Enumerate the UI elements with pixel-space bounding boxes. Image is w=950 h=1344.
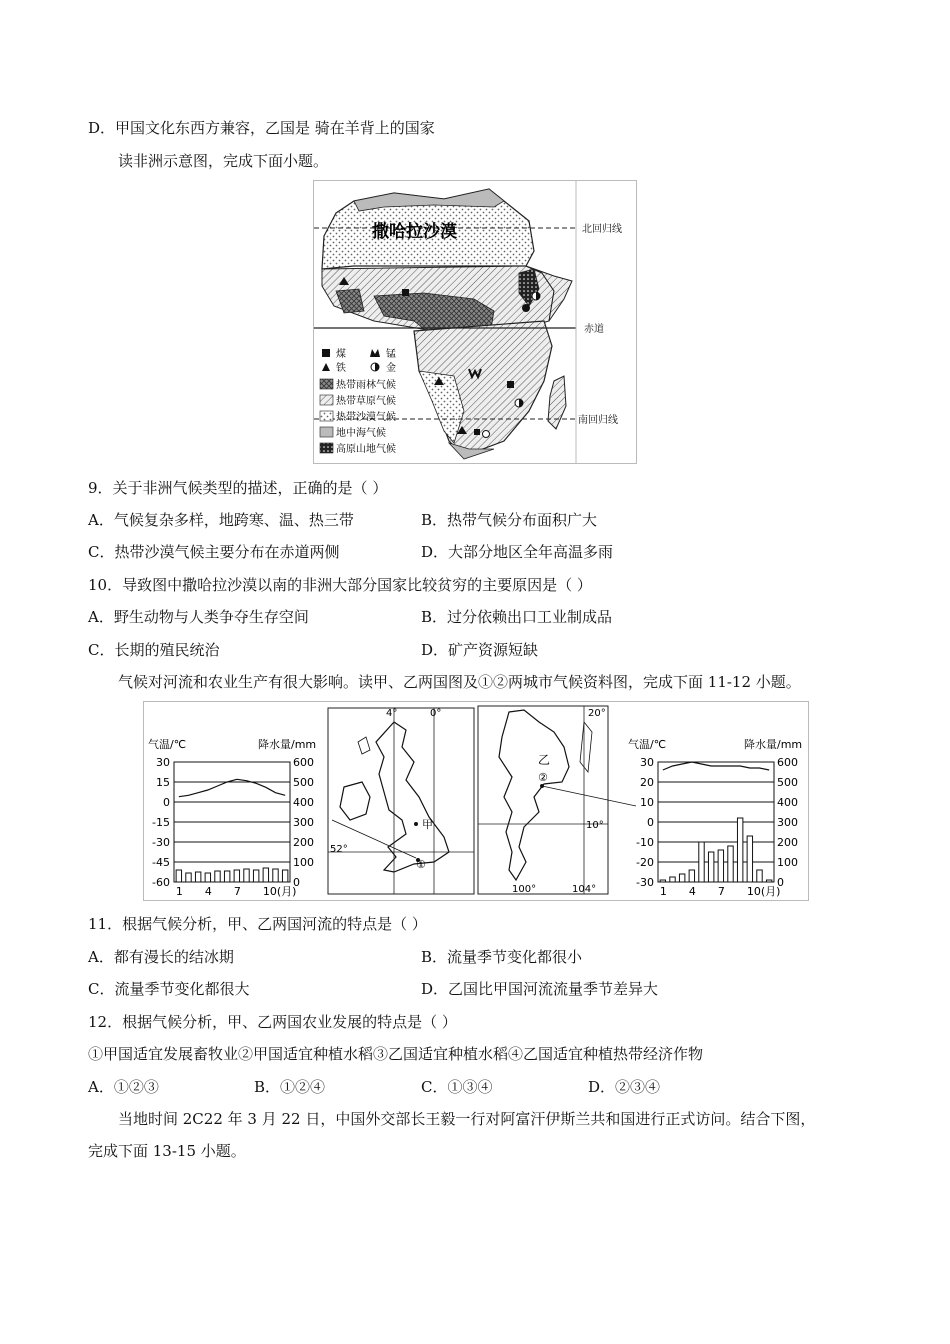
temp-tick-label: 20 [640,776,654,789]
svg-text:铁: 铁 [336,363,346,374]
precip-bar [737,818,742,882]
precip-bar [757,870,762,882]
climate-intro: 气候对河流和农业生产有很大影响。读甲、乙两国图及①②两城市气候资料图，完成下面 11-12 小题。 [118,673,801,691]
temp-tick-label: -30 [636,876,654,889]
q10-option-a: A．野生动物与人类争夺生存空间 [88,608,309,626]
svg-text:热带草原气候: 热带草原气候 [336,396,396,407]
precip-bar [282,870,287,882]
tropic-capricorn-label: 南回归线 [578,415,618,426]
chart-city-1 [152,756,314,898]
precip-bar [718,850,723,882]
precip-bar [195,872,200,882]
afghan-intro-1: 当地时间 2C22 年 3 月 22 日，中国外交部长王毅一行对阿富汗伊斯兰共和国进行正式访问。结合下图， [118,1110,816,1128]
q12-option-a: A．①②③ [88,1078,159,1096]
q10-option-c: C．长期的殖民统治 [88,641,220,659]
q11-option-b: B．流量季节变化都很小 [421,948,583,966]
x-tick-label: 1 [175,885,183,898]
temp-tick-label: 0 [647,816,654,829]
precip-tick-label: 100 [293,856,314,869]
precip-bar [766,880,771,882]
tropic-cancer-label: 北回归线 [582,224,622,235]
precip-bar [234,870,239,882]
precip-bar [699,842,704,882]
sahara-title: 撒哈拉沙漠 [372,222,457,242]
q12-statements: ①甲国适宜发展畜牧业②甲国适宜种植水稻③乙国适宜种植水稻④乙国适宜种植热带经济作物 [88,1045,704,1063]
precip-bar [660,880,665,882]
q12-option-d: D．②③④ [588,1078,661,1096]
svg-text:4°: 4° [386,708,398,719]
x-tick-label: 1 [659,885,667,898]
precip-bar [224,871,229,882]
climate-figure [143,701,809,901]
temp-tick-label: -60 [152,876,170,889]
q9-option-d: D．大部分地区全年高温多雨 [421,543,614,561]
temp-tick-label: -45 [152,856,170,869]
left-temp-axis-label: 气温/℃ [148,738,187,751]
svg-text:乙: 乙 [538,753,551,767]
svg-text:100°: 100° [512,884,537,895]
precip-tick-label: 0 [293,876,300,889]
precip-tick-label: 0 [777,876,784,889]
q11-option-a: A．都有漫长的结冰期 [88,948,234,966]
precip-bar [679,874,684,882]
x-tick-label: 10(月) [746,885,781,898]
svg-text:金: 金 [386,363,396,374]
svg-text:锰: 锰 [386,349,396,360]
temp-tick-label: 30 [640,756,654,769]
precip-bar [263,868,268,882]
x-tick-label: 4 [688,885,696,898]
svg-text:0°: 0° [430,708,442,719]
precip-bar [670,877,675,882]
question-9: 9．关于非洲气候类型的描述，正确的是（ ） [88,479,388,497]
uk-map [328,708,474,894]
coal-icon [402,289,409,296]
svg-text:煤: 煤 [336,349,346,360]
precip-bar [244,869,249,882]
temp-tick-label: 15 [156,776,170,789]
x-tick-label: 4 [204,885,212,898]
precip-tick-label: 200 [293,836,314,849]
precip-bar [176,870,181,882]
precip-bar [215,871,220,882]
right-precip-axis-label: 降水量/mm [744,738,803,751]
precip-bar [728,846,733,882]
precip-bar [186,873,191,882]
temp-tick-label: -30 [152,836,170,849]
precip-tick-label: 500 [777,776,798,789]
temp-tick-label: 0 [163,796,170,809]
q12-option-c: C．①③④ [421,1078,493,1096]
svg-text:地中海气候: 地中海气候 [336,428,386,439]
africa-map-figure [313,180,637,464]
left-precip-axis-label: 降水量/mm [258,738,317,751]
precip-bar [689,870,694,882]
svg-text:10°: 10° [586,820,604,831]
precip-tick-label: 400 [777,796,798,809]
x-tick-label: 7 [233,885,241,898]
precip-bar [747,836,752,882]
svg-text:热带雨林气候: 热带雨林气候 [336,380,396,391]
chart-city-2 [636,756,798,898]
precip-bar [205,873,210,882]
precip-bar [273,869,278,882]
question-12: 12．根据气候分析，甲、乙两国农业发展的特点是（ ） [88,1013,457,1031]
question-10: 10．导致图中撒哈拉沙漠以南的非洲大部分国家比较贫穷的主要原因是（ ） [88,576,592,594]
precip-tick-label: 600 [777,756,798,769]
precip-bar [253,870,258,882]
q9-option-a: A．气候复杂多样，地跨寒、温、热三带 [88,511,354,529]
q9-option-b: B．热带气候分布面积广大 [421,511,598,529]
svg-text:②: ② [538,771,548,784]
svg-text:104°: 104° [572,884,597,895]
right-temp-axis-label: 气温/℃ [628,738,667,751]
precip-tick-label: 300 [777,816,798,829]
svg-text:①: ① [416,858,426,871]
precip-tick-label: 100 [777,856,798,869]
x-tick-label: 10(月) [262,885,297,898]
gold-icon [522,304,530,312]
temp-tick-label: 10 [640,796,654,809]
svg-text:热带沙漠气候: 热带沙漠气候 [336,412,396,423]
precip-bar [708,852,713,882]
thailand-map [478,706,636,895]
temp-tick-label: 30 [156,756,170,769]
precip-tick-label: 400 [293,796,314,809]
q10-option-d: D．矿产资源短缺 [421,641,539,659]
option-d-previous: D．甲国文化东西方兼容，乙国是 骑在羊背上的国家 [88,119,435,137]
africa-intro: 读非洲示意图，完成下面小题。 [118,152,329,170]
svg-text:甲: 甲 [422,818,433,831]
question-11: 11．根据气候分析，甲、乙两国河流的特点是（ ） [88,915,427,933]
temp-tick-label: -10 [636,836,654,849]
precip-tick-label: 200 [777,836,798,849]
precip-tick-label: 500 [293,776,314,789]
x-tick-label: 7 [717,885,725,898]
q11-option-d: D．乙国比甲国河流流量季节差异大 [421,980,659,998]
precip-tick-label: 600 [293,756,314,769]
precip-tick-label: 300 [293,816,314,829]
afghan-intro-2: 完成下面 13-15 小题。 [88,1142,246,1160]
q9-option-c: C．热带沙漠气候主要分布在赤道两侧 [88,543,340,561]
temp-tick-label: -20 [636,856,654,869]
q12-option-b: B．①②④ [254,1078,326,1096]
svg-text:20°: 20° [588,708,606,719]
svg-text:52°: 52° [330,844,348,855]
q10-option-b: B．过分依赖出口工业制成品 [421,608,613,626]
equator-label: 赤道 [584,324,604,335]
q11-option-c: C．流量季节变化都很大 [88,980,250,998]
temp-tick-label: -15 [152,816,170,829]
svg-text:高原山地气候: 高原山地气候 [336,444,396,455]
